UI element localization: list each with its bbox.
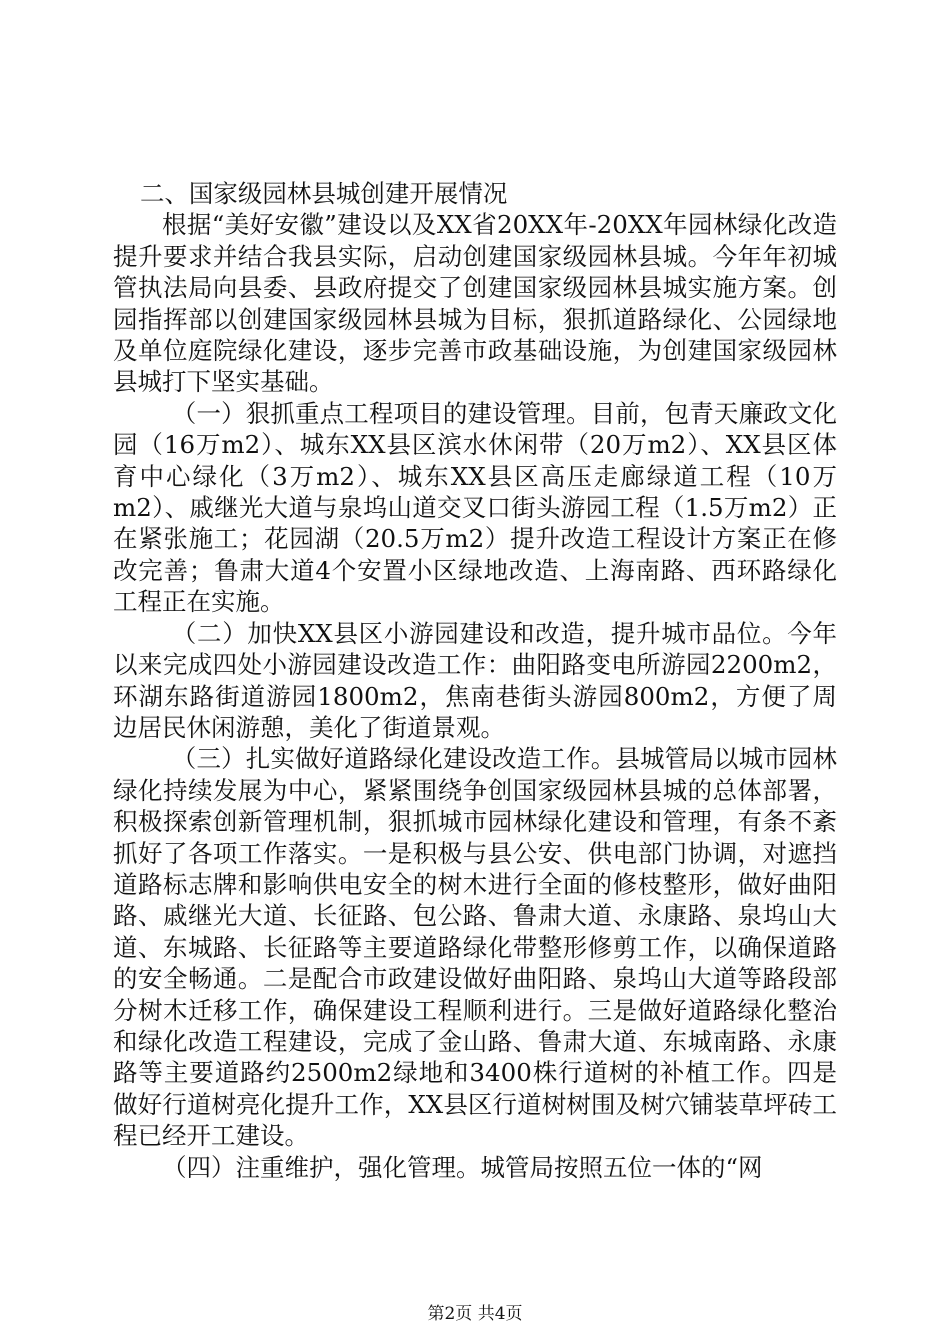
paragraph-intro: 根据“美好安徽”建设以及XX省20XX年-20XX年园林绿化改造提升要求并结合我县实际，启动创建国家级园林县城。今年年初城管执法局向县委、县政府提交了创建国家级园林县城实施方案。创园指挥部以创建国家级园林县城为目标，狠抓道路绿化、公园绿地及单位庭院绿化建设，逐步完善市政基础设施，为创建国家级园林县城打下坚实基础。 xyxy=(113,210,837,397)
document-body xyxy=(113,178,837,1183)
paragraph-item-4: （四）注重维护，强化管理。城管局按照五位一体的“网 xyxy=(162,1152,763,1182)
paragraph-item-3: （三）扎实做好道路绿化建设改造工作。县城管局以城市园林绿化持续发展为中心，紧紧围绕争创国家级园林县城的总体部署，积极探索创新管理机制，狠抓城市园林绿化建设和管理，有条不紊抓好了各项工作落实。一是积极与县公安、供电部门协调，对遮挡道路标志牌和影响供电安全的树木进行全面的修枝整形，做好曲阳路、戚继光大道、长征路、包公路、鲁肃大道、永康路、泉坞山大道、东城路、长征路等主要道路绿化带整形修剪工作，以确保道路的安全畅通。二是配合市政建设做好曲阳路、泉坞山大道等路段部分树木迁移工作，确保建设工程顺利进行。三是做好道路绿化整治和绿化改造工程建设，完成了金山路、鲁肃大道、东城南路、永康路等主要道路约2500m2绿地和3400株行道树的补植工作。四是做好行道树亮化提升工作，XX县区行道树树围及树穴铺装草坪砖工程已经开工建设。 xyxy=(113,744,837,1151)
page-number-footer: 第2页 共4页 xyxy=(427,1304,523,1324)
paragraph-item-1: （一）狠抓重点工程项目的建设管理。目前，包青天廉政文化园（16万m2）、城东XX县区滨水休闲带（20万m2）、XX县区体育中心绿化（3万m2）、城东XX县区高压走廊绿道工程（10万m2）、戚继光大道与泉坞山道交叉口街头游园工程（1.5万m2）正在紧张施工；花园湖（20.5万m2）提升改造工程设计方案正在修改完善；鲁肃大道4个安置小区绿地改造、上海南路、西环路绿化工程正在实施。 xyxy=(113,398,837,617)
section-heading: 二、国家级园林县城创建开展情况 xyxy=(139,179,508,208)
paragraph-item-2: （二）加快XX县区小游园建设和改造，提升城市品位。今年以来完成四处小游园建设改造工作：曲阳路变电所游园2200m2，环湖东路街道游园1800m2，焦南巷街头游园800m2，方便了周边居民休闲游憩，美化了街道景观。 xyxy=(113,618,837,742)
